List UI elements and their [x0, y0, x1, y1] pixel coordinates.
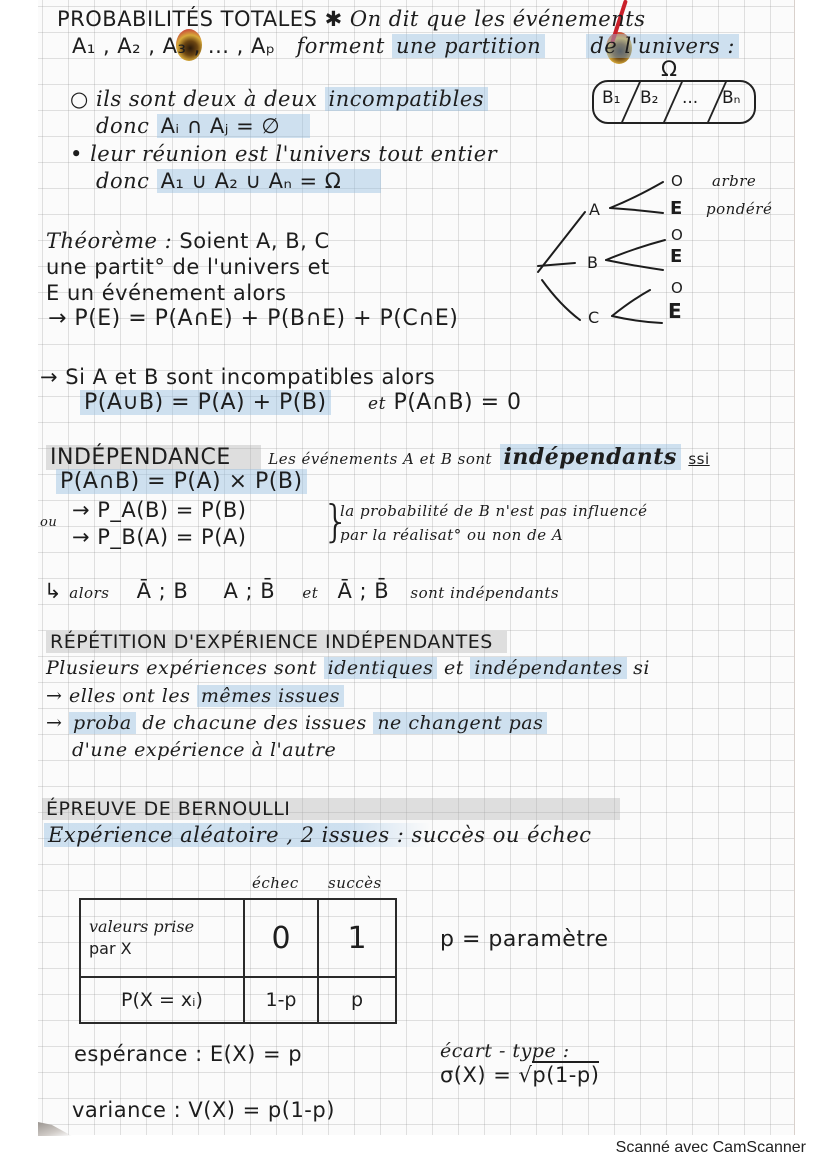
variance-formula: variance : V(X) = p(1-p): [72, 1098, 335, 1122]
bernoulli-subtitle: Expérience aléatoire , 2 issues : succès ou échec: [44, 822, 596, 848]
repetition-line-4: d'une expérience à l'autre: [72, 739, 337, 761]
formula-union-omega: donc A₁ ∪ A₂ ∪ Aₙ = Ω: [96, 168, 381, 194]
section-title-independence: INDÉPENDANCE Les événements A et B sont indépendants ssi: [46, 444, 710, 472]
table-cell: 0: [244, 899, 318, 977]
table-row-header: valeurs prise par X: [80, 899, 244, 977]
tree-node-b: B: [587, 253, 599, 272]
conditional-formula-2: → P_B(A) = P(A): [72, 525, 247, 549]
table-row-header: P(X = xᵢ): [80, 977, 244, 1023]
repetition-line-1: Plusieurs expériences sont identiques et indépendantes si: [46, 657, 650, 679]
brace-note-line-2: par la réalisat° ou non de A: [340, 526, 564, 544]
section-title-repetition: RÉPÉTITION D'EXPÉRIENCE INDÉPENDANTES: [46, 629, 507, 655]
omega-label: Ω: [661, 57, 678, 81]
scanner-watermark: Scanné avec CamScanner: [615, 1139, 806, 1156]
repetition-line-2: → elles ont les mêmes issues: [46, 683, 344, 709]
formula-intersection-empty: donc Aᵢ ∩ Aⱼ = ∅: [96, 113, 310, 139]
partition-diagram: B₁ B₂ ... Bₙ: [592, 80, 756, 124]
table-cell: 1-p: [244, 977, 318, 1023]
partition-intro-line: A₁ , A₂ , A₃ , ... , Aₚ forment une partition de l'univers :: [72, 33, 739, 59]
sqrt-icon: √: [518, 1063, 533, 1087]
repetition-line-3: → proba de chacune des issues ne changent pas: [46, 710, 547, 736]
brace-note-line-1: la probabilité de B n'est pas influencé: [340, 502, 648, 520]
tree-leaf: O: [671, 279, 684, 297]
column-label-echec: échec: [252, 874, 299, 892]
tree-caption-arbre: arbre: [712, 172, 757, 190]
table-cell: p: [318, 977, 396, 1023]
expectation-formula: espérance : E(X) = p: [74, 1042, 303, 1066]
independence-formula: P(A∩B) = P(A) × P(B): [56, 469, 307, 495]
table-row: [80, 977, 396, 1023]
brace-icon: }: [322, 496, 351, 547]
tree-leaf: O: [671, 226, 684, 244]
independence-consequence: ↳ alors Ā ; B A ; B̄ et Ā ; B̄ sont indépendants: [44, 579, 560, 603]
or-label: ou: [40, 515, 58, 530]
tree-node-a: A: [589, 200, 601, 219]
column-label-succes: succès: [328, 874, 382, 892]
section-title-total-probability: PROBABILITÉS TOTALES ✱ On dit que les événements: [57, 7, 646, 31]
bullet-incompatible: ○ ils sont deux à deux incompatibles: [70, 86, 488, 112]
bullet-union-universe: • leur réunion est l'univers tout entier: [70, 142, 498, 166]
incompatible-rule-formulas: P(A∪B) = P(A) + P(B) et P(A∩B) = 0: [80, 390, 522, 417]
tree-leaf: E: [668, 299, 683, 323]
std-label: écart - type :: [440, 1040, 570, 1062]
std-formula: σ(X) = √p(1-p): [440, 1063, 600, 1087]
section-title-bernoulli: ÉPREUVE DE BERNOULLI: [42, 796, 620, 822]
table-cell: 1: [318, 899, 396, 977]
theorem-line-3: E un événement alors: [46, 281, 287, 305]
tree-leaf: O: [671, 172, 684, 190]
star-icon: ✱: [324, 7, 343, 31]
tree-leaf: E: [670, 198, 683, 219]
table-row: [80, 899, 396, 977]
theorem-line-1: Théorème : Soient A, B, C: [46, 229, 330, 253]
bernoulli-table: [79, 898, 397, 1024]
conditional-formula-1: → P_A(B) = P(B): [72, 498, 247, 522]
tree-node-c: C: [588, 308, 600, 327]
corner-arrow-icon: ↳: [44, 579, 63, 603]
parameter-note: p = paramètre: [440, 927, 609, 952]
tree-leaf: E: [670, 246, 683, 267]
incompatible-rule-line: → Si A et B sont incompatibles alors: [40, 365, 436, 389]
tree-caption-pondere: pondéré: [706, 200, 773, 218]
theorem-formula: → P(E) = P(A∩E) + P(B∩E) + P(C∩E): [48, 306, 459, 331]
theorem-line-2: une partit° de l'univers et: [46, 255, 330, 279]
